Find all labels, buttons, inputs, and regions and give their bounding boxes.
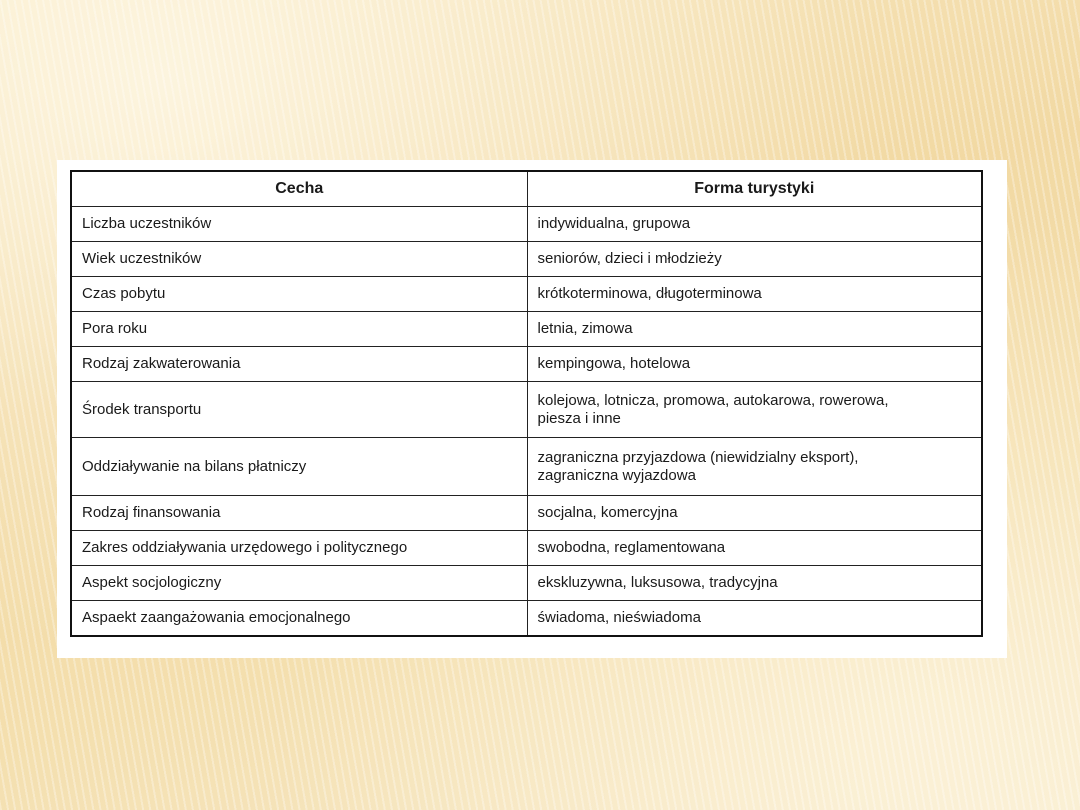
form-cell: świadoma, nieświadoma <box>527 601 982 637</box>
table-header-row <box>71 171 982 207</box>
form-cell: indywidualna, grupowa <box>527 207 982 242</box>
table-row <box>71 601 982 637</box>
table-row <box>71 438 982 496</box>
feature-cell: Pora roku <box>71 312 527 347</box>
feature-cell: Środek transportu <box>71 382 527 438</box>
table-row <box>71 382 982 438</box>
table-row <box>71 566 982 601</box>
tourism-forms-table <box>70 170 983 637</box>
feature-cell: Wiek uczestników <box>71 242 527 277</box>
form-cell-text: kolejowa, lotnicza, promowa, autokarowa, rowerowa, piesza i inne <box>537 391 889 427</box>
form-cell: swobodna, reglamentowana <box>527 531 982 566</box>
table-row <box>71 207 982 242</box>
table-row <box>71 531 982 566</box>
form-cell: krótkoterminowa, długoterminowa <box>527 277 982 312</box>
form-cell-text: zagraniczna przyjazdowa (niewidzialny eksport), zagraniczna wyjazdowa <box>537 448 859 484</box>
table-row <box>71 347 982 382</box>
form-cell <box>527 382 982 438</box>
form-cell <box>527 438 982 496</box>
feature-cell: Rodzaj zakwaterowania <box>71 347 527 382</box>
slide-content-panel <box>57 160 1007 658</box>
feature-cell: Aspaekt zaangażowania emocjonalnego <box>71 601 527 637</box>
column-header-feature: Cecha <box>71 171 527 207</box>
feature-cell: Czas pobytu <box>71 277 527 312</box>
feature-cell: Zakres oddziaływania urzędowego i politycznego <box>71 531 527 566</box>
column-header-form: Forma turystyki <box>527 171 982 207</box>
table-row <box>71 242 982 277</box>
feature-cell: Liczba uczestników <box>71 207 527 242</box>
form-cell: ekskluzywna, luksusowa, tradycyjna <box>527 566 982 601</box>
feature-cell: Aspekt socjologiczny <box>71 566 527 601</box>
table-row <box>71 312 982 347</box>
form-cell: socjalna, komercyjna <box>527 496 982 531</box>
form-cell: kempingowa, hotelowa <box>527 347 982 382</box>
form-cell: letnia, zimowa <box>527 312 982 347</box>
table-row <box>71 277 982 312</box>
form-cell: seniorów, dzieci i młodzieży <box>527 242 982 277</box>
feature-cell: Oddziaływanie na bilans płatniczy <box>71 438 527 496</box>
feature-cell: Rodzaj finansowania <box>71 496 527 531</box>
table-row <box>71 496 982 531</box>
